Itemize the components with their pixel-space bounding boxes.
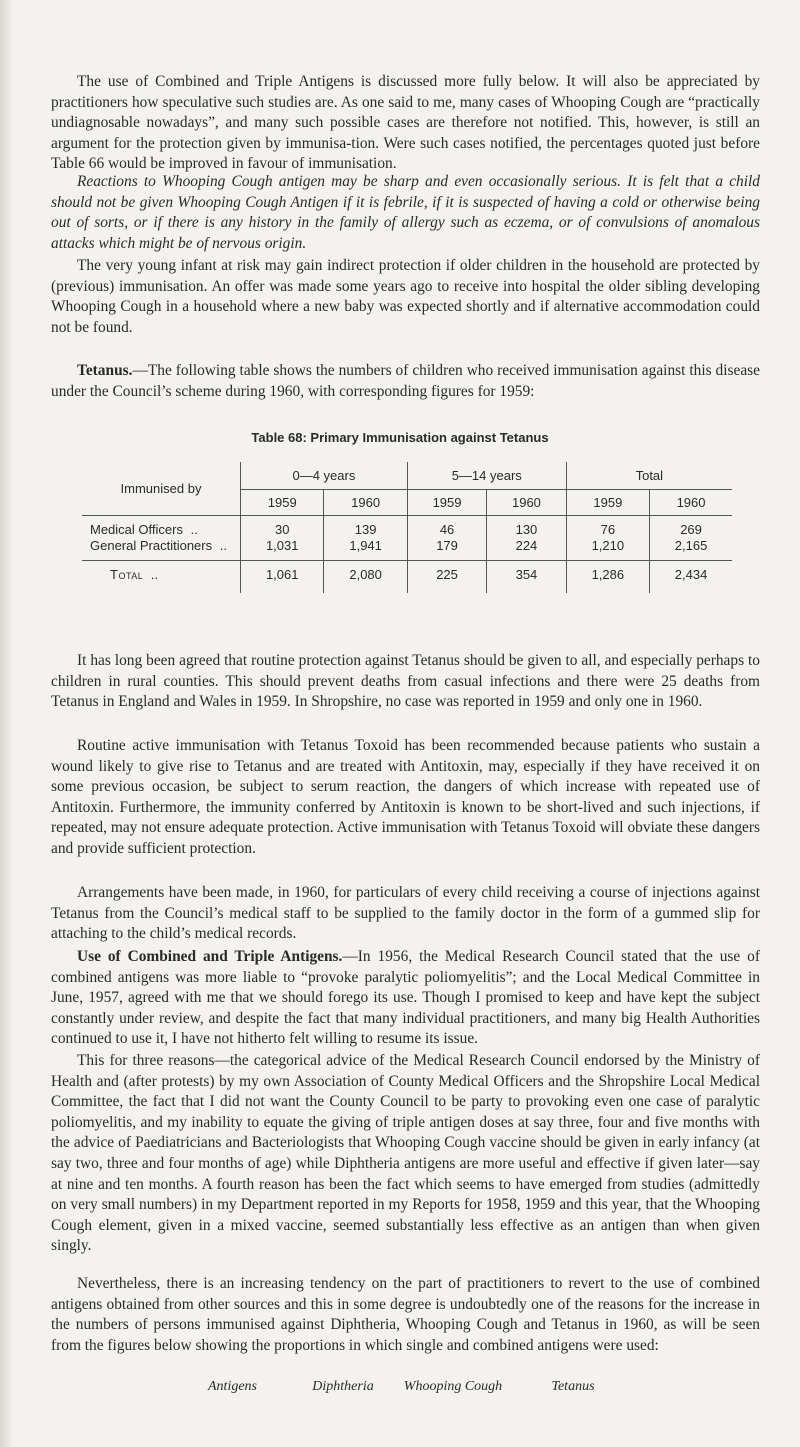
year-header: 1960 [487, 489, 566, 515]
cell: 2,080 [324, 561, 407, 593]
table-68 [82, 462, 732, 593]
table-total-row [82, 561, 732, 593]
cell: 1,061 [241, 561, 324, 593]
table-row [82, 537, 732, 561]
paragraph-tetanus-toxoid: Routine active immunisation with Tetanus Toxoid has been recommended because patients who sustain a wound likely to give rise to Tetanus and are treated with Antitoxin, may, especially if they have received it on some previous occasion, be subject to serum reaction, the dangers of which increase with repeated use of Antitoxin. Furthermore, the immunity conferred by Antitoxin is known to be short-lived and such injections, if repeated, may not ensure adequate protection. Active immunisation with Tetanus Toxoid will obviate these dangers and provide sufficient protection. [51, 737, 760, 857]
combined-text: —In 1956, the Medical Research Council stated that the use of combined antigens was more liable to “provoke paralytic poliomyelitis”; and the Local Medical Committee in June, 1957, agreed with me that we should forego its use. Though I promised to keep and have kept the subject constantly under review, and despite the fact that many individual practitioners, and many big Health Authorities continued to use it, I have not hitherto felt willing to resume its issue. [51, 948, 761, 1048]
proportions-header-row [208, 1378, 628, 1395]
proportions-table [208, 1378, 628, 1395]
row-dots: .. [190, 521, 198, 537]
cell: 179 [407, 537, 486, 561]
year-header: 1959 [407, 489, 486, 515]
header-diphtheria: Diphtheria [312, 1379, 374, 1394]
cell: 225 [407, 561, 486, 593]
group-header: Total [566, 462, 732, 489]
binding-shadow [0, 0, 14, 1447]
combined-heading: Use of Combined and Triple Antigens. [77, 948, 343, 965]
table-68-caption: Table 68: Primary Immunisation against Tetanus [251, 430, 549, 445]
cell: 130 [487, 515, 566, 537]
cell: 2,165 [650, 537, 732, 561]
cell: 2,434 [650, 561, 732, 593]
cell: 46 [407, 515, 486, 537]
cell: 76 [566, 515, 649, 537]
table-row [82, 515, 732, 537]
group-header: 5—14 years [407, 462, 566, 489]
paragraph-tetanus-intro [51, 361, 760, 402]
cell: 224 [487, 537, 566, 561]
cell: 1,286 [566, 561, 649, 593]
row-label: General Practitioners [90, 537, 213, 553]
cell: 354 [487, 561, 566, 593]
paragraph-use-combined [51, 947, 760, 1050]
cell: 30 [241, 515, 324, 537]
paragraph-arrangements: Arrangements have been made, in 1960, for particulars of every child receiving a course of injections against Tetanus from the Council’s medical staff to be supplied to the family doctor in the form of a gummed slip for attaching to the child’s medical records. [51, 884, 760, 943]
row-label: Medical Officers [90, 521, 183, 537]
cell: 269 [650, 515, 732, 537]
cell: 1,941 [324, 537, 407, 561]
row-dots: .. [150, 567, 159, 582]
tetanus-heading: Tetanus. [77, 362, 133, 379]
paragraph-reactions: Reactions to Whooping Cough antigen may be sharp and even occasionally serious. It is felt that a child should not be given Whooping Cough Antigen if it is febrile, if it is suspected of having a cold or otherwise being out of sorts, or if there is any history in the family of allergy such as eczema, or of convulsions of anomalous attacks which might be of nervous origin. [51, 173, 760, 252]
tetanus-intro-text: —The following table shows the numbers of children who received immunisation against this disease under the Council’s scheme during 1960, with corresponding figures for 1959: [51, 362, 760, 400]
total-label: Total [110, 567, 144, 582]
header-tetanus: Tetanus [551, 1379, 595, 1394]
paragraph-combined-antigens-intro: The use of Combined and Triple Antigens is discussed more fully below. It will also be appreciated by practitioners how speculative such studies are. As one said to me, many cases of Whooping Cough are “practically undiagnosable nowadays”, and many such possible cases are therefore not notified. This, however, is still an argument for the protection given by immunisa-tion. Were such cases notified, the percentages quoted just before Table 66 would be improved in favour of immunisation. [51, 73, 760, 173]
paragraph-three-reasons: This for three reasons—the categorical advice of the Medical Research Council endorsed by the Ministry of Health and (after protests) by my own Association of County Medical Officers and the Shropshire Local Medical Committee, the fact that I did not want the County Council to be party to provoking even one case of paralytic poliomyelitis, and my inability to equate the giving of triple antigen doses at say three, four and five months with the advice of Paediatricians and Bacteriologists that Whooping Cough vaccine should be given in early infancy (at say two, three and four months of age) while Diphtheria antigens are more useful and effective if given later—say at nine and ten months. A fourth reason has been the fact which seems to have emerged from studies (admittedly on very small numbers) in my Department reported in my Reports for 1958, 1959 and this year, that the Whooping Cough element, given in a mixed vaccine, seemed substantially less effective as an antigen than when given singly. [51, 1052, 760, 1255]
immunised-by-header: Immunised by [120, 480, 202, 496]
year-header: 1959 [241, 489, 324, 515]
year-header: 1959 [566, 489, 649, 515]
group-header: 0—4 years [241, 462, 408, 489]
year-header: 1960 [650, 489, 732, 515]
year-header: 1960 [324, 489, 407, 515]
header-whooping-cough: Whooping Cough [403, 1379, 503, 1394]
header-antigens: Antigens [208, 1379, 257, 1394]
cell: 1,210 [566, 537, 649, 561]
cell: 139 [324, 515, 407, 537]
paragraph-tetanus-routine: It has long been agreed that routine protection against Tetanus should be given to all, and especially perhaps to children in rural counties. This should prevent deaths from casual infections and there were 25 deaths from Tetanus in England and Wales in 1959. In Shropshire, no case was reported in 1959 and only one in 1960. [51, 652, 760, 711]
paragraph-infant-risk: The very young infant at risk may gain indirect protection if older children in the household are protected by (previous) immunisation. An offer was made some years ago to receive into hospital the older sibling developing Whooping Cough in a household where a new baby was expected shortly and if alternative accommodation could not be found. [51, 257, 760, 336]
row-dots: .. [219, 537, 227, 553]
paragraph-nevertheless: Nevertheless, there is an increasing tendency on the part of practitioners to revert to the use of combined antigens obtained from other sources and this in some degree is undoubtedly one of the reasons for the increase in the numbers of persons immunised against Diphtheria, Whooping Cough and Tetanus in 1960, as will be seen from the figures below showing the proportions in which single and combined antigens were used: [51, 1275, 760, 1354]
row-header-cell [82, 462, 241, 515]
cell: 1,031 [241, 537, 324, 561]
